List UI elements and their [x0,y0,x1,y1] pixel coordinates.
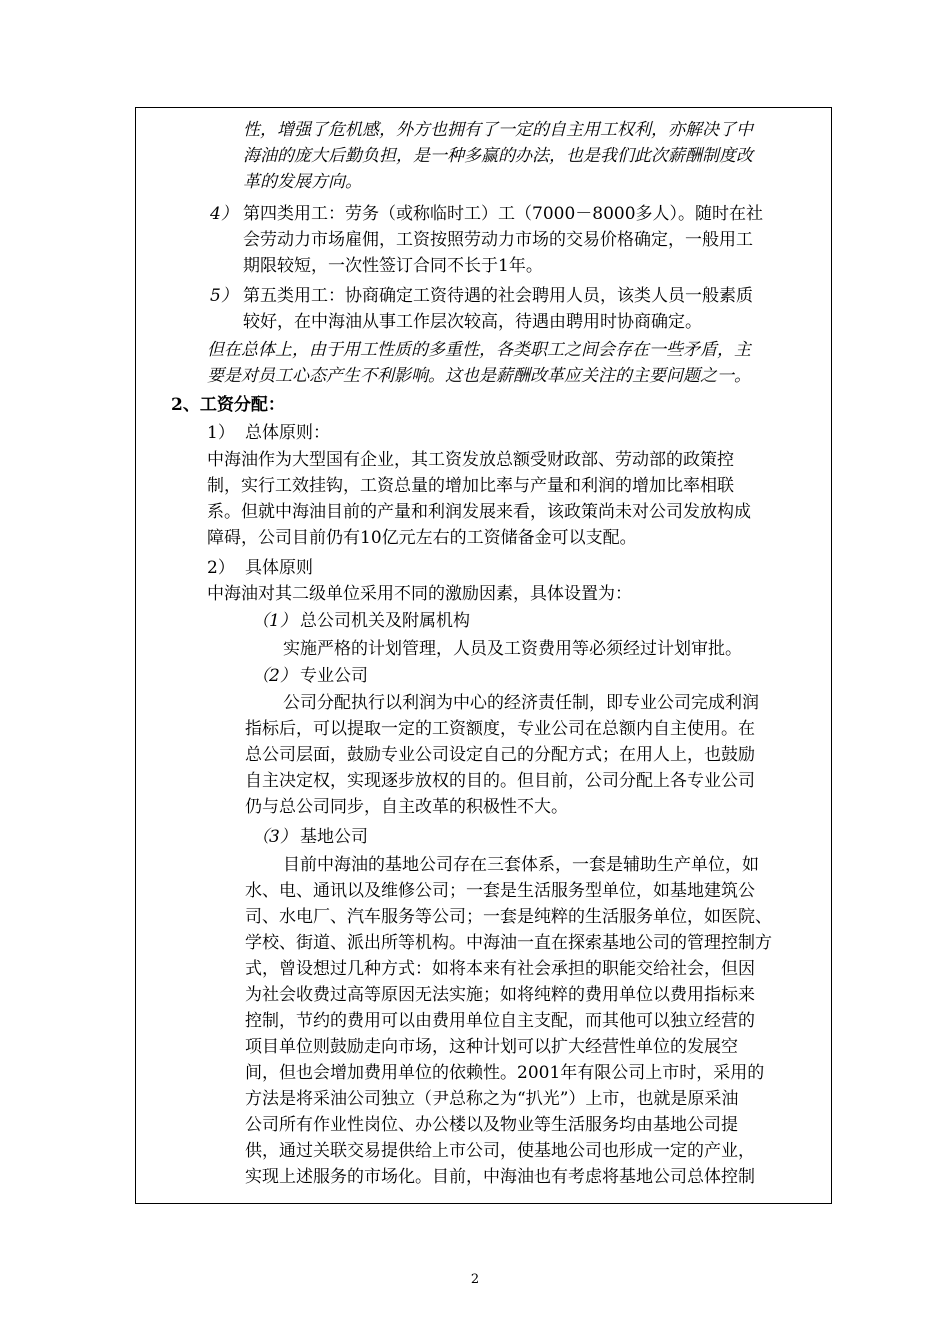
paragraph-line: 间，但也会增加费用单位的依赖性。2001年有限公司上市时，采用的 [245,1063,765,1083]
paragraph-line: 但在总体上，由于用工性质的多重性，各类职工之间会存在一些矛盾，主 [207,340,751,360]
paragraph-line: 水、电、通讯以及维修公司；一套是生活服务型单位，如基地建筑公 [245,881,755,901]
paragraph-line: 革的发展方向。 [243,172,362,192]
paragraph-line: 供，通过关联交易提供给上市公司，使基地公司也形成一定的产业， [245,1141,755,1161]
paragraph-line: 公司所有作业性岗位、办公楼以及物业等生活服务均由基地公司提 [245,1115,738,1135]
paragraph-line: 中海油对其二级单位采用不同的激励因素，具体设置为： [207,584,632,604]
paragraph-line: 学校、街道、派出所等机构。中海油一直在探索基地公司的管理控制方 [245,933,772,953]
paragraph-line: 方法是将采油公司独立（尹总称之为“扒光”）上市，也就是原采油 [245,1089,739,1109]
paragraph-line: 司、水电厂、汽车服务等公司；一套是纯粹的生活服务单位，如医院、 [245,907,772,927]
paragraph-line: 系。但就中海油目前的产量和利润发展来看，该政策尚未对公司发放构成 [207,502,751,522]
paragraph-line: 式，曾设想过几种方式：如将本来有社会承担的职能交给社会，但因 [245,959,755,979]
paragraph-line: 实现上述服务的市场化。目前，中海油也有考虑将基地公司总体控制 [245,1167,755,1187]
paragraph-line: 实施严格的计划管理，人员及工资费用等必须经过计划审批。 [283,639,742,659]
paragraph-line: 项目单位则鼓励走向市场，这种计划可以扩大经营性单位的发展空 [245,1037,738,1057]
paragraph-line: 总公司层面，鼓励专业公司设定自己的分配方式；在用人上，也鼓励 [245,745,755,765]
subsection-title: 基地公司 [300,827,368,847]
section-heading: 2、工资分配： [171,395,285,415]
subsection-title: 具体原则 [245,558,313,578]
page-number: 2 [470,1272,480,1287]
paragraph-line: 海油的庞大后勤负担，是一种多赢的办法，也是我们此次薪酬制度改 [243,146,753,166]
paragraph-line: 控制，节约的费用可以由费用单位自主支配，而其他可以独立经营的 [245,1011,755,1031]
paragraph-line: 第五类用工：协商确定工资待遇的社会聘用人员，该类人员一般素质 [243,286,753,306]
subsection-title: 总体原则： [245,423,330,443]
paragraph-line: 期限较短，一次性签订合同不长于1年。 [243,256,543,276]
subsection-title: 专业公司 [300,666,368,686]
list-marker: （2） [252,666,297,686]
paragraph-line: 会劳动力市场雇佣，工资按照劳动力市场的交易价格确定，一般用工 [243,230,753,250]
paragraph-line: 目前中海油的基地公司存在三套体系，一套是辅助生产单位，如 [283,855,759,875]
subsection-title: 总公司机关及附属机构 [300,611,470,631]
paragraph-line: 要是对员工心态产生不利影响。这也是薪酬改革应关注的主要问题之一。 [207,366,751,386]
paragraph-line: 指标后，可以提取一定的工资额度，专业公司在总额内自主使用。在 [245,719,755,739]
list-marker: 1） [207,423,235,443]
paragraph-line: 制，实行工效挂钩，工资总量的增加比率与产量和利润的增加比率相联 [207,476,734,496]
list-marker: （3） [252,827,297,847]
paragraph-line: 中海油作为大型国有企业，其工资发放总额受财政部、劳动部的政策控 [207,450,734,470]
paragraph-line: 仍与总公司同步，自主改革的积极性不大。 [245,797,568,817]
paragraph-line: 较好，在中海油从事工作层次较高，待遇由聘用时协商确定。 [243,312,702,332]
paragraph-line: 公司分配执行以利润为中心的经济责任制，即专业公司完成利润 [283,693,759,713]
list-marker: 5） [210,286,238,306]
paragraph-line: 为社会收费过高等原因无法实施；如将纯粹的费用单位以费用指标来 [245,985,755,1005]
paragraph-line: 障碍，公司目前仍有10亿元左右的工资储备金可以支配。 [207,528,637,548]
paragraph-line: 第四类用工：劳务（或称临时工）工（7000－8000多人）。随时在社 [243,204,764,224]
list-marker: （1） [252,611,297,631]
list-marker: 4） [210,204,238,224]
list-marker: 2） [207,558,235,578]
paragraph-line: 自主决定权，实现逐步放权的目的。但目前，公司分配上各专业公司 [245,771,755,791]
paragraph-line: 性，增强了危机感，外方也拥有了一定的自主用工权利，亦解决了中 [243,120,753,140]
